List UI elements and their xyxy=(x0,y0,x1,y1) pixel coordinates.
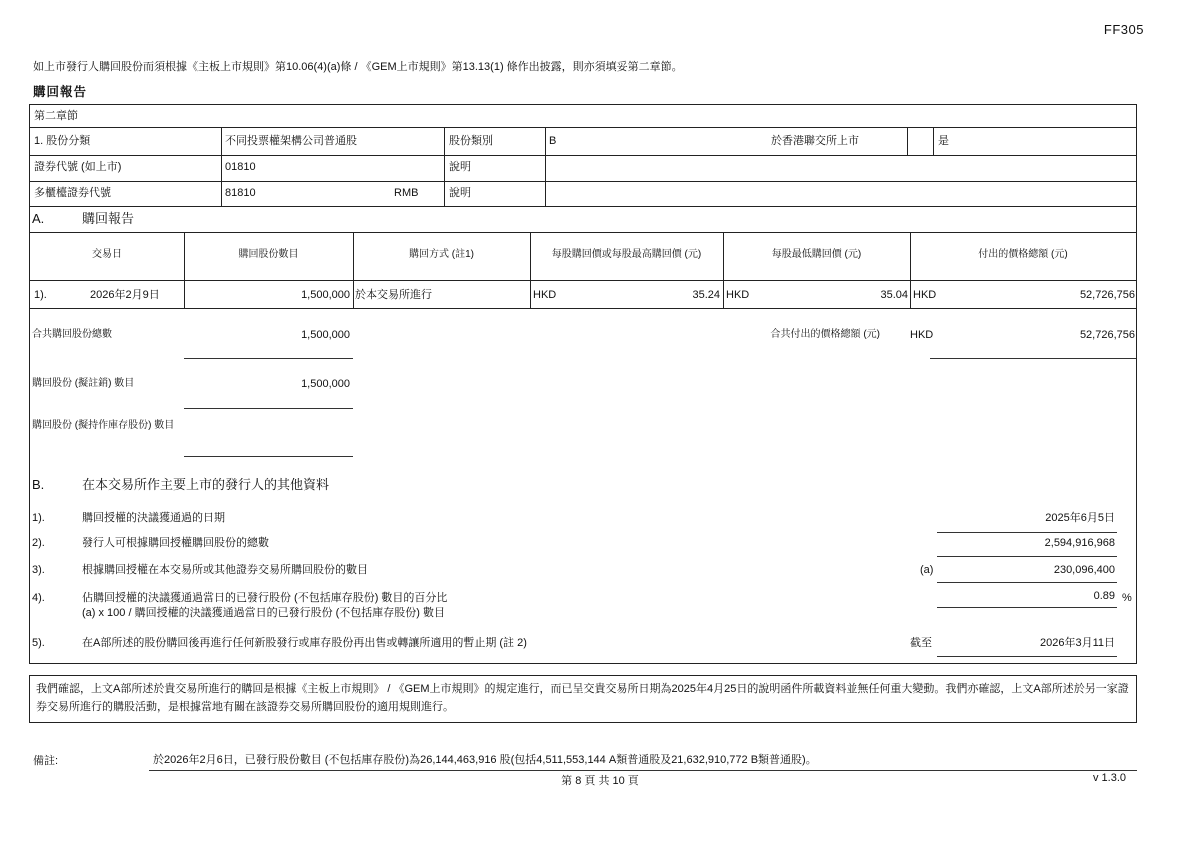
b-item-5-value: 2026年3月11日 xyxy=(1039,637,1115,649)
total-shares-value: 1,500,000 xyxy=(301,329,350,341)
stock-code-label: 證券代號 (如上市) xyxy=(34,161,122,173)
row-method: 於本交易所進行 xyxy=(355,289,432,301)
b-item-5-mark: 截至 xyxy=(910,637,932,649)
section-b-letter: B. xyxy=(32,477,45,492)
cancel-shares-value: 1,500,000 xyxy=(301,378,350,390)
hkex-listed-label: 於香港聯交所上市 xyxy=(771,135,859,147)
multi-counter-value: 81810 xyxy=(225,187,256,199)
b-item-4-unit: % xyxy=(1122,592,1132,604)
b-item-4-formula: (a) x 100 / 購回授權的決議獲通過當日的已發行股份 (不包括庫存股份) 數目 xyxy=(82,607,446,619)
total-paid-value: 52,726,756 xyxy=(1079,329,1135,341)
chapter-title: 第二章節 xyxy=(34,110,78,122)
multi-counter-currency: RMB xyxy=(394,187,419,199)
col-highest-price: 每股購回價或每股最高購回價 (元) xyxy=(551,249,702,260)
row-high-price: 35.24 xyxy=(692,289,720,301)
total-shares-label: 合共購回股份總數 xyxy=(32,329,112,340)
multi-counter-label: 多櫃檯證券代號 xyxy=(34,187,111,199)
col-total-paid: 付出的價格總額 (元) xyxy=(978,249,1068,260)
b-item-1-no: 1). xyxy=(32,512,45,524)
stock-code-value: 01810 xyxy=(225,161,256,173)
section-a-title: 購回報告 xyxy=(82,211,135,226)
b-item-4-label: 佔購回授權的決議獲通過當日的已發行股份 (不包括庫存股份) 數目的百分比 xyxy=(82,592,448,604)
row-high-currency: HKD xyxy=(533,289,557,301)
confirmation-statement: 我們確認，上文A部所述於貴交易所進行的購回是根據《主板上市規則》 / 《GEM上市規則》的規定進行，而已呈交貴交易所日期為2025年4月25日的說明函件所載資料並無任何重大變動。我們亦確認，上文A部所述於另一家證券交易所進行的購股活動，是根據當地有關在該證券交易所購回股份的適用規則進行。 xyxy=(29,675,1137,723)
b-item-3-value: 230,096,400 xyxy=(1053,564,1115,576)
form-version: v 1.3.0 xyxy=(1092,772,1126,784)
b-item-4-value: 0.89 xyxy=(1093,590,1115,602)
form-code: FF305 xyxy=(1103,22,1144,37)
row-total-paid: 52,726,756 xyxy=(1079,289,1135,301)
section-b-title: 在本交易所作主要上市的發行人的其他資料 xyxy=(82,477,330,492)
remarks-label: 備註: xyxy=(33,755,59,767)
col-repurchase-method: 購回方式 (註1) xyxy=(409,249,474,260)
b-item-3-label: 根據購回授權在本交易所或其他證券交易所購回股份的數目 xyxy=(82,564,368,576)
b-item-2-no: 2). xyxy=(32,537,45,549)
row-shares: 1,500,000 xyxy=(301,289,350,301)
b-item-1-label: 購回授權的決議獲通過的日期 xyxy=(82,512,225,524)
page-number: 第 8 頁 共 10 頁 xyxy=(561,775,639,787)
chapter-two-form xyxy=(29,104,1137,664)
col-trade-date: 交易日 xyxy=(92,249,122,260)
row-trade-date: 2026年2月9日 xyxy=(90,289,160,301)
col-shares-repurchased: 購回股份數目 xyxy=(238,249,299,260)
b-item-3-mark: (a) xyxy=(920,564,934,576)
remarks-text: 於2026年2月6日，已發行股份數目 (不包括庫存股份)為26,144,463,916 股(包括4,511,553,144 A類普通股及21,632,910,772 B類普通股)。 xyxy=(153,754,817,766)
row-low-price: 35.04 xyxy=(880,289,908,301)
cancel-shares-label: 購回股份 (擬註銷) 數目 xyxy=(32,378,135,389)
share-class-label: 1. 股份分類 xyxy=(34,135,91,147)
b-item-2-label: 發行人可根據購回授權購回股份的總數 xyxy=(82,537,269,549)
b-item-3-no: 3). xyxy=(32,564,45,576)
share-type-value: B xyxy=(549,135,557,147)
row-number: 1). xyxy=(34,289,47,301)
intro-text: 如上市發行人購回股份而須根據《主板上市規則》第10.06(4)(a)條 / 《GEM上市規則》第13.13(1) 條作出披露，則亦須填妥第二章節。 xyxy=(33,61,683,73)
hkex-listed-value: 是 xyxy=(938,135,949,147)
b-item-2-value: 2,594,916,968 xyxy=(1044,537,1115,549)
b-item-5-label: 在A部所述的股份購回後再進行任何新股發行或庫存股份再出售或轉讓所適用的暫止期 (註 2) xyxy=(82,637,527,649)
description-label: 說明 xyxy=(449,161,471,173)
report-title: 購回報告 xyxy=(33,85,88,99)
section-a-letter: A. xyxy=(32,211,45,226)
b-item-5-no: 5). xyxy=(32,637,45,649)
share-type-label: 股份類別 xyxy=(449,135,493,147)
description-label-2: 說明 xyxy=(449,187,471,199)
b-item-4-no: 4). xyxy=(32,592,45,604)
b-item-1-value: 2025年6月5日 xyxy=(1045,512,1115,524)
share-class-value: 不同投票權架構公司普通股 xyxy=(225,135,357,147)
row-low-currency: HKD xyxy=(726,289,750,301)
col-lowest-price: 每股最低購回價 (元) xyxy=(771,249,862,260)
row-total-currency: HKD xyxy=(913,289,937,301)
treasury-shares-label: 購回股份 (擬持作庫存股份) 數目 xyxy=(32,420,175,431)
total-paid-label: 合共付出的價格總額 (元) xyxy=(770,329,880,340)
total-paid-currency: HKD xyxy=(910,329,934,341)
